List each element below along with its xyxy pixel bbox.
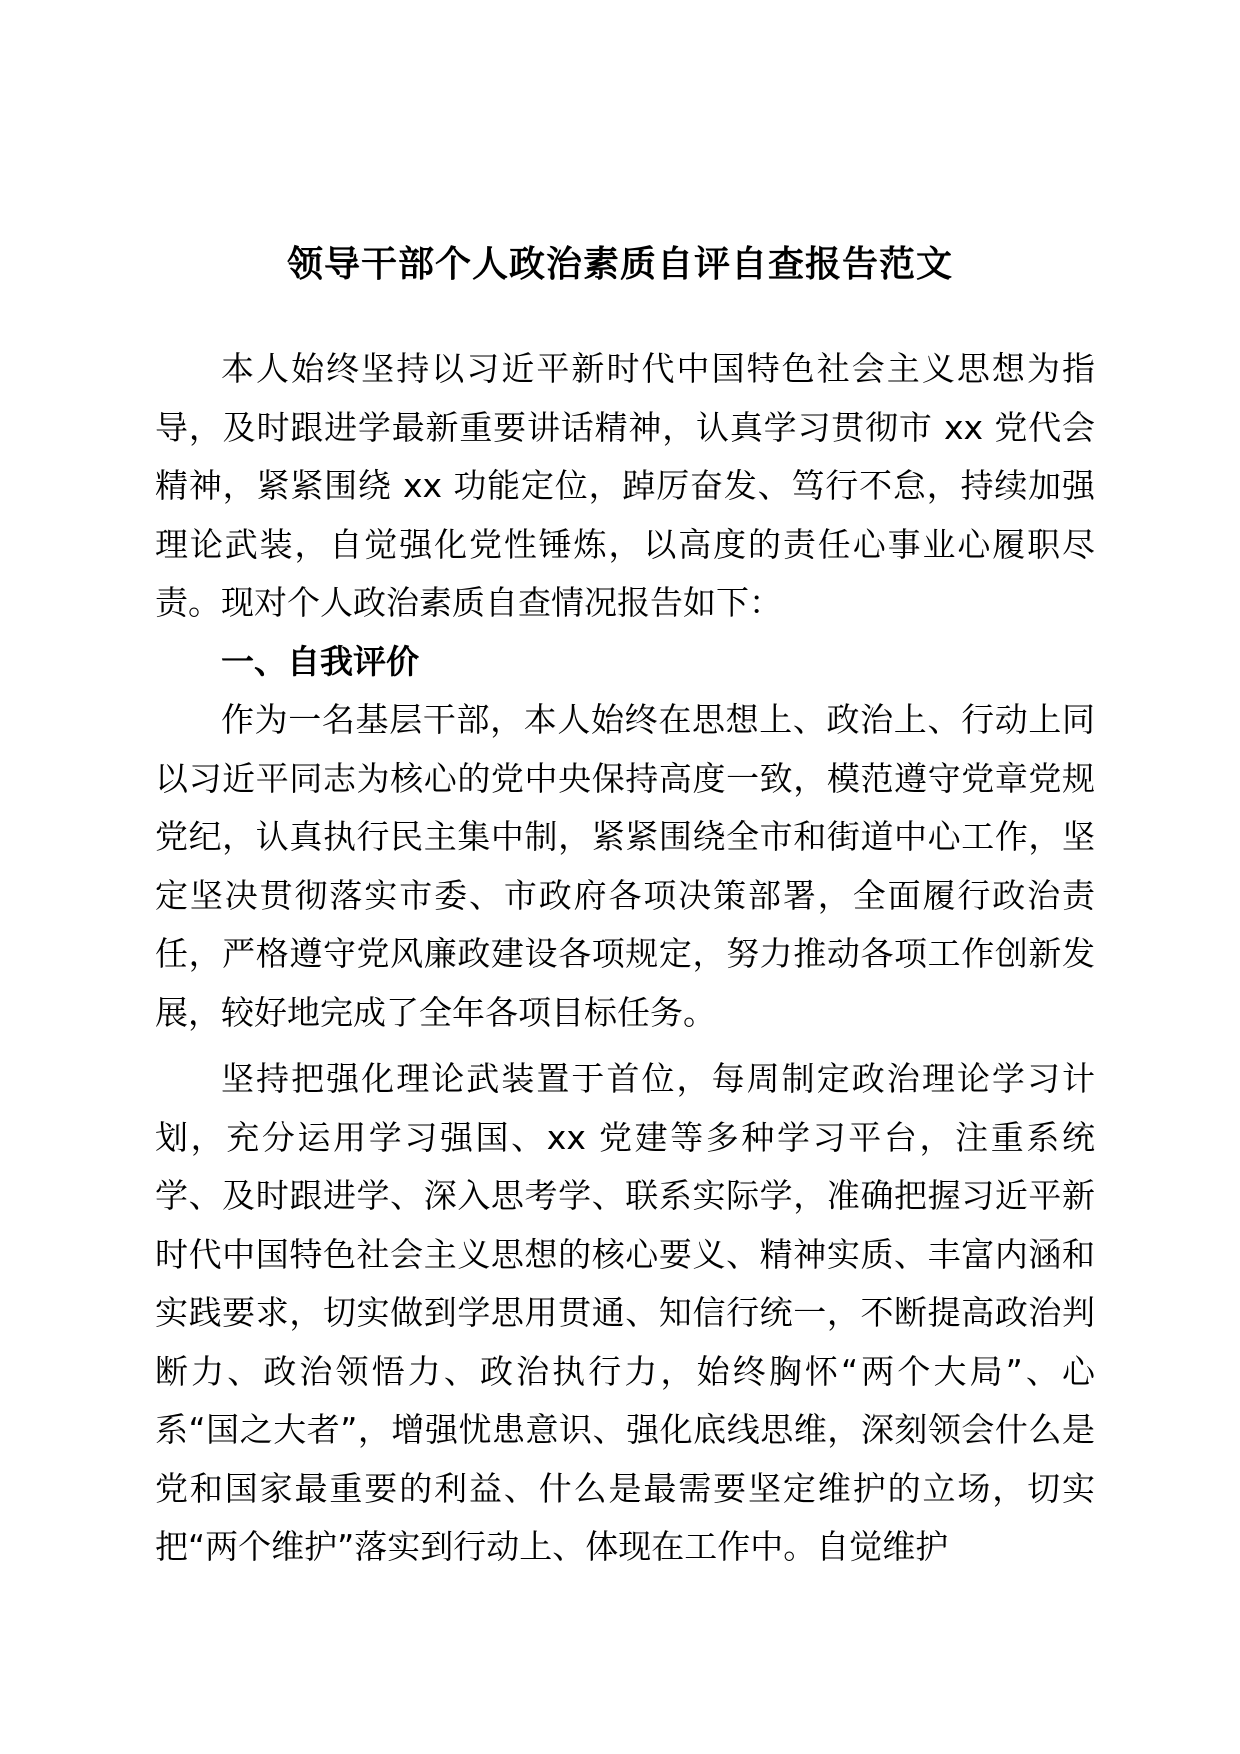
section-heading-self-evaluation: 一、自我评价 — [221, 641, 419, 681]
document-body — [155, 340, 1095, 1577]
intro-paragraph: 本人始终坚持以习近平新时代中国特色社会主义思想为指导，及时跟进学最新重要讲话精神，认真学习贯彻市 xx 党代会精神，紧紧围绕 xx 功能定位，踔厉奋发、笃行不怠，持续加强理论武装，自觉强化党性锤炼，以高度的责任心事业心履职尽责。现对个人政治素质自查情况报告如下： — [155, 349, 1095, 622]
section-paragraph: 作为一名基层干部，本人始终在思想上、政治上、行动上同以习近平同志为核心的党中央保持高度一致，模范遵守党章党规党纪，认真执行民主集中制，紧紧围绕全市和街道中心工作，坚定坚决贯彻落实市委、市政府各项决策部署，全面履行政治责任，严格遵守党风廉政建设各项规定，努力推动各项工作创新发展，较好地完成了全年各项目标任务。 — [155, 700, 1095, 1032]
document-title: 领导干部个人政治素质自评自查报告范文 — [286, 244, 953, 285]
section-paragraph: 坚持把强化理论武装置于首位，每周制定政治理论学习计划，充分运用学习强国、xx 党建等多种学习平台，注重系统学、及时跟进学、深入思考学、联系实际学，准确把握习近平新时代中国特色社会主义思想的核心要义、精神实质、丰富内涵和实践要求，切实做到学思用贯通、知信行统一，不断提高政治判断力、政治领悟力、政治执行力，始终胸怀“两个大局”、心系“国之大者”，增强忧患意识、强化底线思维，深刻领会什么是党和国家最重要的利益、什么是最需要坚定维护的立场，切实把“两个维护”落实到行动上、体现在工作中。自觉维护 — [155, 1059, 1095, 1566]
